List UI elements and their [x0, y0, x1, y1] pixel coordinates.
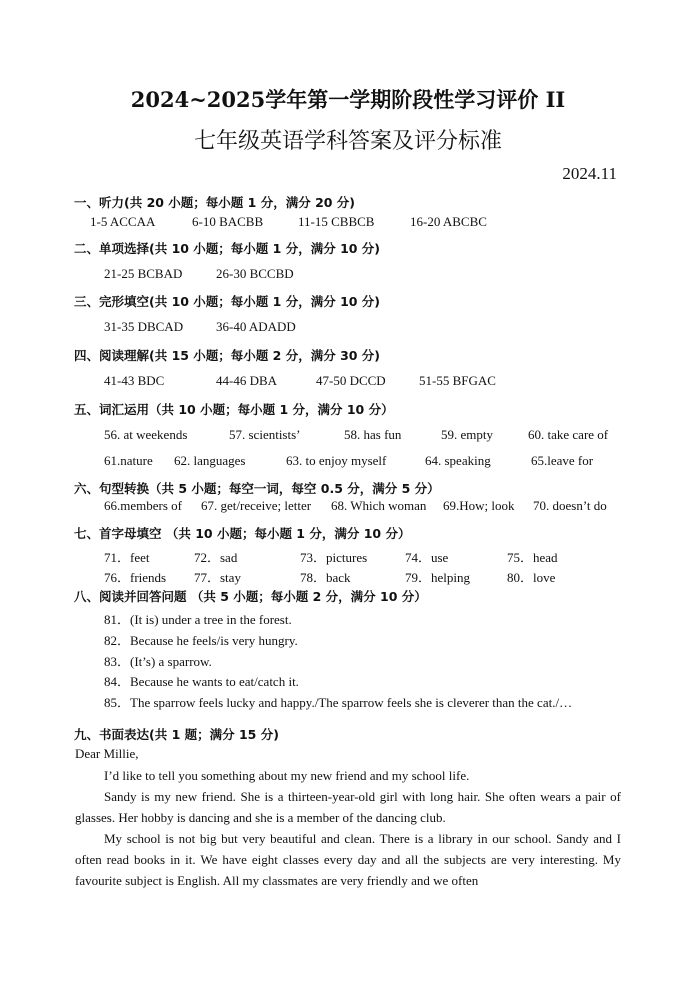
answer-row — [0, 427, 696, 445]
answer-item: 72．sad — [194, 550, 238, 565]
section-heading-single-choice: 二、单项选择(共 10 小题；每小题 1 分，满分 10 分) — [74, 241, 381, 256]
answer-line: 84．Because he wants to eat/catch it. — [104, 674, 299, 689]
answer-item: 70. doesn’t do — [533, 498, 607, 513]
document-date: 2024.11 — [562, 164, 617, 183]
answer-item: 58. has fun — [344, 427, 402, 442]
section-heading-vocabulary: 五、词汇运用（共 10 小题；每小题 1 分，满分 10 分） — [74, 402, 394, 417]
answer-row — [0, 266, 696, 284]
answer-group: 1-5 ACCAA — [90, 214, 156, 229]
answer-item: 79．helping — [405, 570, 470, 585]
answer-row — [0, 547, 696, 565]
answer-group: 41-43 BDC — [104, 373, 165, 388]
section-heading-initial-letter: 七、首字母填空 （共 10 小题；每小题 1 分，满分 10 分） — [74, 526, 411, 541]
answer-group: 11-15 CBBCB — [298, 214, 375, 229]
answer-item: 59. empty — [441, 427, 493, 442]
answer-item: 78．back — [300, 570, 351, 585]
answer-item: 75．head — [507, 550, 558, 565]
answer-row — [0, 453, 696, 471]
answer-item: 66.members of — [104, 498, 182, 513]
document-title: 2024~2025学年第一学期阶段性学习评价 II — [130, 87, 566, 112]
answer-item: 80．love — [507, 570, 556, 585]
section-heading-listening: 一、听力(共 20 小题；每小题 1 分，满分 20 分) — [74, 195, 356, 210]
answer-row — [0, 498, 696, 516]
answer-item: 76．friends — [104, 570, 167, 585]
answer-line: 82．Because he feels/is very hungry. — [104, 633, 298, 648]
answer-item: 63. to enjoy myself — [286, 453, 387, 468]
document-subtitle: 七年级英语学科答案及评分标准 — [193, 129, 502, 154]
answer-row — [0, 567, 696, 585]
answer-line: 85．The sparrow feels lucky and happy./The sparrow feels she is cleverer than the cat./… — [104, 695, 573, 710]
answer-item: 69.How; look — [443, 498, 515, 513]
essay-paragraph: My school is not big but very beautiful and clean. There is a library in our school. Sandy and I often read books in it. We have eight classes every day and all the subjects are very interesting. My favourite subject is English. All my classmates are very friendly and we often — [75, 831, 621, 888]
answer-group: 47-50 DCCD — [316, 373, 386, 388]
answer-group: 51-55 BFGAC — [419, 373, 496, 388]
section-heading-read-answer: 八、阅读并回答问题 （共 5 小题；每小题 2 分，满分 10 分） — [74, 589, 427, 604]
answer-item: 77．stay — [194, 570, 241, 585]
answer-row — [0, 214, 696, 232]
answer-item: 64. speaking — [425, 453, 491, 468]
answer-item: 67. get/receive; letter — [201, 498, 312, 513]
answer-group: 36-40 ADADD — [216, 319, 296, 334]
answer-item: 56. at weekends — [104, 427, 188, 442]
answer-group: 26-30 BCCBD — [216, 266, 294, 281]
answer-row — [0, 319, 696, 337]
answer-item: 68. Which woman — [331, 498, 427, 513]
answer-group: 16-20 ABCBC — [410, 214, 487, 229]
answer-item: 65.leave for — [531, 453, 594, 468]
answer-group: 21-25 BCBAD — [104, 266, 183, 281]
answer-item: 60. take care of — [528, 427, 609, 442]
section-heading-cloze: 三、完形填空(共 10 小题；每小题 1 分，满分 10 分) — [74, 294, 381, 309]
answer-group: 44-46 DBA — [216, 373, 278, 388]
letter-salutation: Dear Millie, — [75, 746, 139, 761]
answer-item: 73．pictures — [300, 550, 368, 565]
answer-line: 81．(It is) under a tree in the forest. — [104, 612, 292, 627]
answer-item: 57. scientists’ — [229, 427, 301, 442]
answer-group: 6-10 BACBB — [192, 214, 264, 229]
answer-group: 31-35 DBCAD — [104, 319, 184, 334]
essay-paragraph: I’d like to tell you something about my new friend and my school life. — [104, 768, 470, 783]
section-heading-sentence-transform: 六、句型转换（共 5 小题；每空一词，每空 0.5 分，满分 5 分） — [74, 481, 440, 496]
answer-item: 62. languages — [174, 453, 246, 468]
section-heading-reading: 四、阅读理解(共 15 小题；每小题 2 分，满分 30 分) — [74, 348, 381, 363]
answer-item: 61.nature — [104, 453, 153, 468]
answer-row — [0, 373, 696, 391]
answer-line: 83．(It’s) a sparrow. — [104, 654, 212, 669]
section-heading-writing: 九、书面表达(共 1 题；满分 15 分) — [74, 727, 279, 742]
answer-item: 74．use — [405, 550, 449, 565]
answer-item: 71．feet — [104, 550, 150, 565]
essay-paragraph: Sandy is my new friend. She is a thirteen-year-old girl with long hair. She often wears a pair of glasses. Her hobby is dancing and she is a member of the dancing club. — [75, 789, 621, 825]
